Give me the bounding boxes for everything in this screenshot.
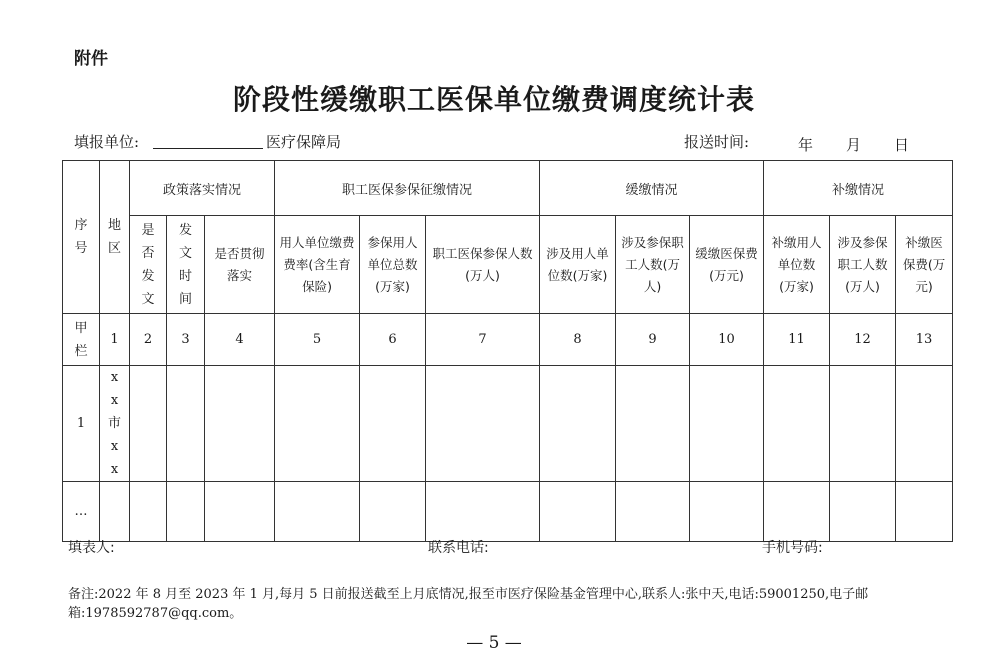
col-seq-header — [63, 161, 100, 314]
table-cell — [616, 366, 690, 482]
header-repay-amount — [896, 216, 953, 314]
table-cell — [690, 482, 764, 542]
row-region-text: xx市xx — [107, 370, 121, 477]
attachment-label: 附件 — [74, 49, 108, 69]
index-cell: 11 — [764, 314, 830, 366]
table-cell — [360, 482, 426, 542]
header-implemented — [205, 216, 275, 314]
table-cell — [690, 366, 764, 482]
table-cell — [426, 482, 540, 542]
year-label: 年 — [798, 136, 814, 154]
row-seq: 1 — [63, 366, 100, 482]
page-number: — 5 — — [466, 633, 522, 653]
table-cell — [130, 366, 167, 482]
index-row-label-text: 甲栏 — [74, 320, 88, 359]
table-cell — [830, 366, 896, 482]
table-cell — [360, 366, 426, 482]
index-cell: 6 — [360, 314, 426, 366]
table-cell — [896, 482, 953, 542]
table-cell — [764, 366, 830, 482]
index-cell: 5 — [275, 314, 360, 366]
col-region-header — [100, 161, 130, 314]
header-repay-units-text: 补缴用人单位数(万家) — [771, 234, 822, 294]
index-cell: 9 — [616, 314, 690, 366]
mobile-label: 手机号码: — [762, 540, 823, 556]
header-deferred-workers-text: 涉及参保职工人数(万人) — [621, 234, 684, 294]
table-cell — [275, 482, 360, 542]
table-cell — [616, 482, 690, 542]
index-cell: 12 — [830, 314, 896, 366]
unit-value: 医疗保障局 — [266, 133, 342, 151]
header-issued-text: 是否发文 — [141, 222, 155, 307]
table-cell — [426, 366, 540, 482]
report-time-label: 报送时间: — [684, 133, 750, 151]
unit-label: 填报单位: — [74, 133, 140, 151]
remarks: 备注:2022 年 8 月至 2023 年 1 月,每月 5 日前报送截至上月底情况,报至市医疗保险基金管理中心,联系人:张中天,电话:59001250,电子邮箱:1978592787@qq.com。 — [68, 587, 869, 621]
table-cell — [167, 482, 205, 542]
table-cell — [275, 366, 360, 482]
phone-label: 联系电话: — [428, 540, 489, 556]
table-cell — [130, 482, 167, 542]
index-cell: 2 — [130, 314, 167, 366]
col-seq-text: 序号 — [74, 218, 88, 256]
group-deferral: 缓缴情况 — [540, 161, 764, 216]
unit-underline — [153, 148, 263, 149]
month-label: 月 — [846, 136, 862, 154]
group-enrollment: 职工医保参保征缴情况 — [275, 161, 540, 216]
table-cell — [205, 366, 275, 482]
table-cell — [540, 482, 616, 542]
header-deferred-amount-text: 缓缴医保费(万元) — [695, 245, 758, 283]
table-cell — [764, 482, 830, 542]
table-cell — [167, 366, 205, 482]
header-issue-date — [167, 216, 205, 314]
index-cell: 13 — [896, 314, 953, 366]
header-implemented-text: 是否贯彻落实 — [214, 245, 265, 283]
index-cell: 1 — [100, 314, 130, 366]
filler-label: 填表人: — [68, 540, 115, 556]
table-cell — [205, 482, 275, 542]
row-region — [100, 366, 130, 482]
header-total-units-text: 参保用人单位总数(万家) — [367, 234, 418, 294]
header-deferred-amount — [690, 216, 764, 314]
header-total-units — [360, 216, 426, 314]
index-cell: 7 — [426, 314, 540, 366]
table-row — [63, 366, 953, 482]
index-cell: 3 — [167, 314, 205, 366]
index-cell: 8 — [540, 314, 616, 366]
header-issued — [130, 216, 167, 314]
index-cell: 4 — [205, 314, 275, 366]
table-cell — [540, 366, 616, 482]
row-seq: … — [63, 482, 100, 542]
index-row-label — [63, 314, 100, 366]
page-title: 阶段性缓缴职工医保单位缴费调度统计表 — [232, 83, 755, 116]
table-cell — [896, 366, 953, 482]
col-region-text: 地区 — [107, 218, 121, 256]
day-label: 日 — [894, 136, 910, 154]
group-policy: 政策落实情况 — [130, 161, 275, 216]
header-insured-count — [426, 216, 540, 314]
header-deferred-units — [540, 216, 616, 314]
header-deferred-units-text: 涉及用人单位数(万家) — [546, 245, 609, 283]
table-cell — [830, 482, 896, 542]
header-repay-workers-text: 涉及参保职工人数(万人) — [837, 234, 888, 294]
header-deferred-workers — [616, 216, 690, 314]
header-rate-text: 用人单位缴费费率(含生育保险) — [279, 234, 355, 294]
index-cell: 10 — [690, 314, 764, 366]
header-repay-units — [764, 216, 830, 314]
header-repay-workers — [830, 216, 896, 314]
statistics-table — [62, 160, 953, 542]
header-repay-amount-text: 补缴医保费(万元) — [902, 234, 946, 294]
header-rate — [275, 216, 360, 314]
row-region — [100, 482, 130, 542]
header-issue-date-text: 发文时间 — [178, 222, 192, 307]
header-insured-count-text: 职工医保参保人数(万人) — [432, 245, 533, 283]
table-row — [63, 482, 953, 542]
group-repayment: 补缴情况 — [764, 161, 953, 216]
